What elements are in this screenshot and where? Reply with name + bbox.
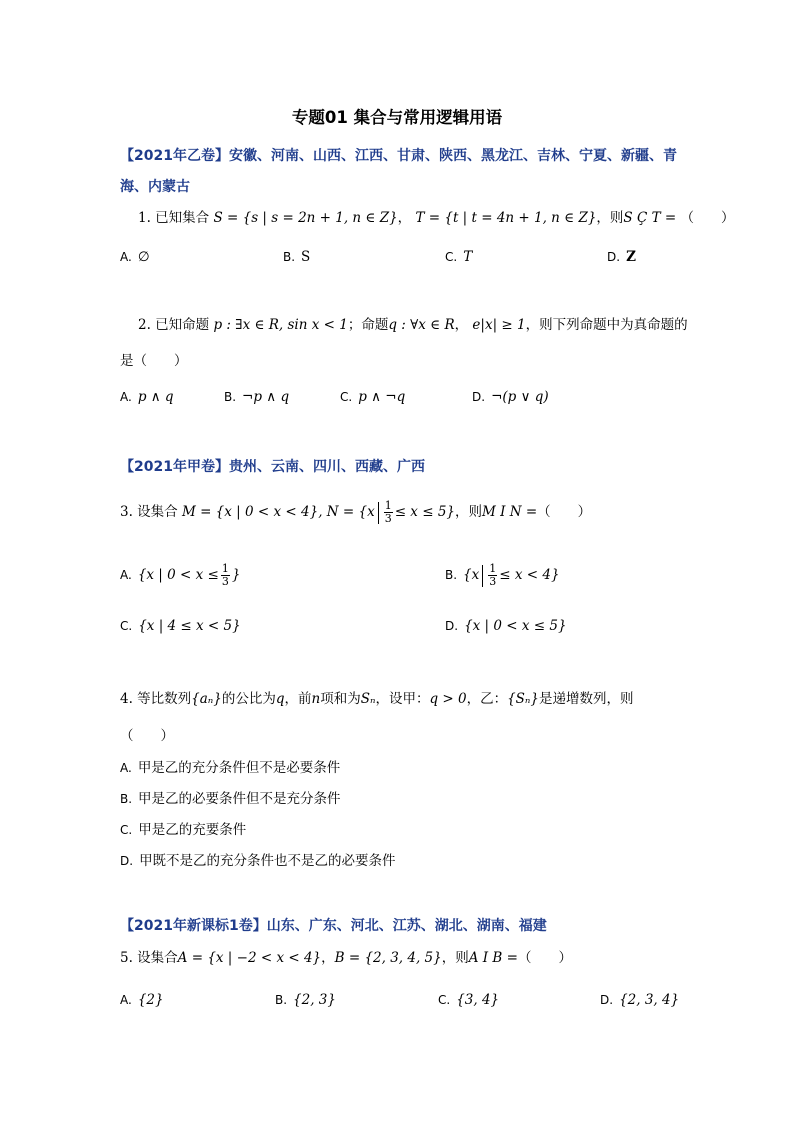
q5-option-b: B. {2, 3} xyxy=(275,992,336,1008)
question-5-stem: 5. 设集合A = {x | −2 < x < 4}，B = {2, 3, 4, 5}，则A I B =（ ） xyxy=(120,950,572,966)
q1-option-a: A. ∅ xyxy=(120,249,150,265)
q1-sep: ， xyxy=(397,210,412,226)
q2-option-d: D. ¬(p ∨ q) xyxy=(472,389,549,405)
section-header-2021-xinkebiao1: 【2021年新课标1卷】山东、广东、河北、江苏、湖北、湖南、福建 xyxy=(120,918,547,934)
q4-option-c: C. 甲是乙的充要条件 xyxy=(120,822,247,838)
q1-stem-a: 1. 已知集合 xyxy=(138,210,210,226)
q3-option-c: C. {x | 4 ≤ x < 5} xyxy=(120,618,241,634)
q3-option-a: A. {x | 0 < x ≤ $\frac{1}{3}$ } xyxy=(120,562,241,588)
q3-fraction: $\frac{1}{3}$ xyxy=(384,499,392,525)
q1-stem-b: ，则 xyxy=(596,210,624,226)
q3-option-b: B. {x $\frac{1}{3}$ ≤ x < 4} xyxy=(445,562,560,588)
question-3-stem: 3. 设集合 M = {x | 0 < x < 4}, N = {x $\frac{1}{3}$ ≤ x ≤ 5}，则M I N =（ ） xyxy=(120,499,592,525)
q5-option-d: D. {2, 3, 4} xyxy=(600,992,680,1008)
page-title: 专题01 集合与常用逻辑用语 xyxy=(291,108,503,127)
section-header-2021-jia: 【2021年甲卷】贵州、云南、四川、西藏、广西 xyxy=(120,459,425,475)
question-2-stem-cont: 是（ ） xyxy=(120,353,188,369)
question-4-stem: 4. 等比数列{aₙ}的公比为q，前n项和为Sₙ，设甲：q > 0，乙：{Sₙ}是递增数列，则 xyxy=(120,691,634,707)
q2-option-b: B. ¬p ∧ q xyxy=(224,389,290,405)
q2-prop-q: q : ∀x ∈ R xyxy=(388,317,455,333)
q5-option-a: A. {2} xyxy=(120,992,164,1008)
q3-expr: M I N = xyxy=(482,504,538,520)
q5-expr: A I B = xyxy=(468,950,518,966)
q3-option-d: D. {x | 0 < x ≤ 5} xyxy=(445,618,567,634)
q2-option-c: C. p ∧ ¬q xyxy=(340,389,406,405)
q1-option-b: B. S xyxy=(283,249,311,265)
q2-option-a: A. p ∧ q xyxy=(120,389,174,405)
q5-option-c: C. {3, 4} xyxy=(438,992,500,1008)
q5-set-a: A = {x | −2 < x < 4} xyxy=(177,950,322,966)
q1-option-c: C. T xyxy=(445,249,473,265)
q4-option-a: A. 甲是乙的充分条件但不是必要条件 xyxy=(120,760,341,776)
q2-exp: e|x| ≥ 1 xyxy=(472,317,526,333)
q1-stem-c: （ ） xyxy=(680,210,735,226)
q3-set-m: M = {x | 0 < x < 4} xyxy=(181,504,319,520)
section-header-2021-yi: 【2021年乙卷】安徽、河南、山西、江西、甘肃、陕西、黑龙江、吉林、宁夏、新疆、青 xyxy=(120,148,677,164)
q1-set-t: T = {t | t = 4n + 1, n ∈ Z} xyxy=(415,210,597,226)
q1-option-d: D. Z xyxy=(607,249,636,265)
section-header-2021-yi-cont: 海、内蒙古 xyxy=(120,179,190,195)
q4-option-b: B. 甲是乙的必要条件但不是充分条件 xyxy=(120,791,341,807)
q2-prop-p: p : ∃x ∈ R, sin x < 1 xyxy=(213,317,348,333)
q4-option-d: D. 甲既不是乙的充分条件也不是乙的必要条件 xyxy=(120,853,396,869)
q1-expr: S Ç T = xyxy=(623,210,677,226)
question-4-stem-cont: （ ） xyxy=(120,728,174,744)
question-2-stem: 2. 已知命题 p : ∃x ∈ R, sin x < 1；命题q : ∀x ∈ R， e|x| ≥ 1，则下列命题中为真命题的 xyxy=(138,317,688,333)
question-1-stem xyxy=(138,208,735,228)
q1-set-s: S = {s | s = 2n + 1, n ∈ Z} xyxy=(213,210,398,226)
q5-set-b: B = {2, 3, 4, 5} xyxy=(334,950,442,966)
